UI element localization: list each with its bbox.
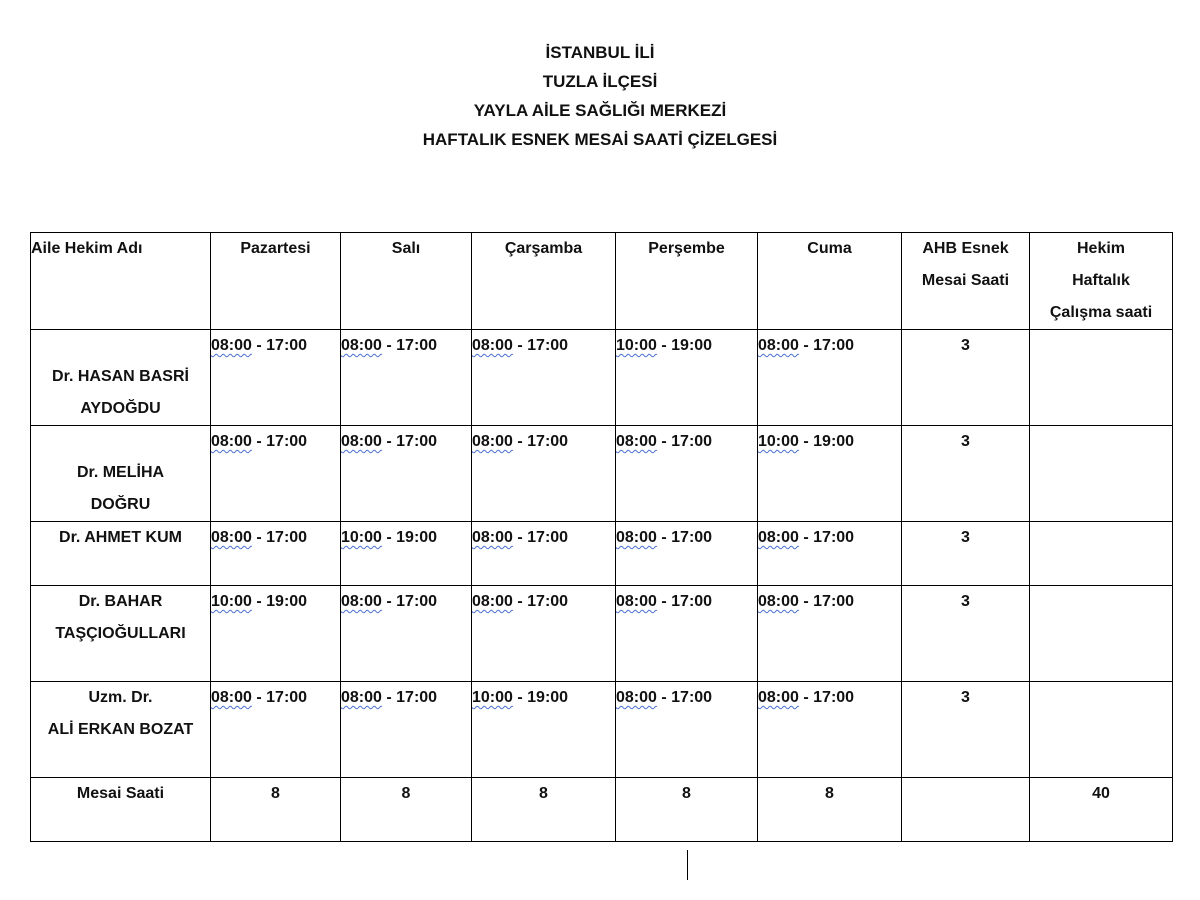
time-cell-tuesday [341,426,472,522]
time-end: - 19:00 [656,337,713,354]
footer-friday-hours: 8 [758,778,902,842]
time-start: 10:00 [341,529,382,546]
header-province: İSTANBUL İLİ [545,43,655,62]
time-end: - 17:00 [798,337,855,354]
time-start: 08:00 [616,529,657,546]
doctor-name-line: Dr. AHMET KUM [59,529,182,546]
doctor-name-line: ALİ ERKAN BOZAT [47,721,194,738]
time-start: 08:00 [758,593,799,610]
time-cell-tuesday [341,586,472,682]
footer-thursday-hours: 8 [616,778,758,842]
ahb-flex-hours: 3 [902,330,1030,426]
weekly-working-hours [1030,330,1173,426]
time-start: 08:00 [758,689,799,706]
ahb-flex-hours: 3 [902,426,1030,522]
schedule-body [31,330,1173,778]
weekly-working-hours [1030,522,1173,586]
weekly-working-hours [1030,426,1173,522]
time-start: 10:00 [472,689,513,706]
time-start: 08:00 [211,337,252,354]
column-header-name: Aile Hekim Adı [31,233,211,330]
vertical-divider-line [687,850,688,880]
time-start: 08:00 [472,433,513,450]
time-cell-wednesday [472,682,616,778]
time-end: - 17:00 [656,689,713,706]
time-start: 10:00 [211,593,252,610]
footer-monday-hours: 8 [211,778,341,842]
time-cell-wednesday [472,522,616,586]
column-header-monday: Pazartesi [211,233,341,330]
weekly-working-hours [1030,682,1173,778]
time-cell-friday [758,682,902,778]
time-end: - 17:00 [656,433,713,450]
ahb-flex-hours: 3 [902,682,1030,778]
header-district: TUZLA İLÇESİ [542,72,658,91]
time-cell-monday [211,426,341,522]
ahb-flex-hours: 3 [902,586,1030,682]
time-start: 08:00 [341,337,382,354]
time-end: - 17:00 [251,529,308,546]
time-end: - 17:00 [381,337,438,354]
time-cell-thursday [616,330,758,426]
time-cell-friday [758,522,902,586]
time-start: 08:00 [341,593,382,610]
time-cell-friday [758,330,902,426]
time-end: - 17:00 [512,593,569,610]
time-start: 08:00 [616,433,657,450]
time-start: 08:00 [211,529,252,546]
time-start: 08:00 [616,689,657,706]
weekly-working-hours [1030,586,1173,682]
time-start: 08:00 [472,337,513,354]
ahb-flex-hours: 3 [902,522,1030,586]
time-cell-tuesday [341,522,472,586]
time-start: 08:00 [472,593,513,610]
time-cell-thursday [616,586,758,682]
column-header-ahb-line1: AHB Esnek [922,240,1009,257]
time-cell-monday [211,522,341,586]
time-end: - 19:00 [512,689,569,706]
doctor-name [31,586,211,682]
footer-ahb [902,778,1030,842]
doctor-name [31,426,211,522]
time-end: - 17:00 [381,433,438,450]
time-start: 08:00 [616,593,657,610]
footer-wednesday-hours: 8 [472,778,616,842]
time-start: 10:00 [616,337,657,354]
column-header-ahb-line2: Mesai Saati [921,272,1010,289]
column-header-total-line1: Hekim [1076,240,1126,257]
column-header-thursday: Perşembe [616,233,758,330]
time-end: - 17:00 [656,593,713,610]
column-header-wednesday: Çarşamba [472,233,616,330]
time-end: - 17:00 [512,529,569,546]
time-start: 08:00 [341,689,382,706]
time-start: 08:00 [211,433,252,450]
time-cell-wednesday [472,426,616,522]
time-start: 08:00 [758,337,799,354]
time-end: - 19:00 [251,593,308,610]
footer-row [31,778,1173,842]
time-start: 08:00 [758,529,799,546]
doctor-name [31,330,211,426]
time-end: - 17:00 [251,689,308,706]
doctor-name-line: Dr. HASAN BASRİ [52,368,189,385]
time-end: - 17:00 [381,593,438,610]
time-end: - 19:00 [798,433,855,450]
doctor-name [31,682,211,778]
time-start: 08:00 [472,529,513,546]
time-cell-thursday [616,426,758,522]
header-schedule-title: HAFTALIK ESNEK MESAİ SAATİ ÇİZELGESİ [422,130,778,149]
table-row [31,586,1173,682]
header-row [31,233,1173,330]
time-end: - 17:00 [798,593,855,610]
time-cell-wednesday [472,330,616,426]
time-end: - 17:00 [798,689,855,706]
time-end: - 17:00 [251,433,308,450]
footer-tuesday-hours: 8 [341,778,472,842]
time-cell-friday [758,426,902,522]
time-cell-monday [211,682,341,778]
time-end: - 17:00 [512,337,569,354]
footer-total-hours: 40 [1030,778,1173,842]
doctor-name-line: AYDOĞDU [80,400,161,417]
footer-label: Mesai Saati [31,778,211,842]
doctor-name-line: Uzm. Dr. [88,689,153,706]
column-header-total-line3: Çalışma saati [1049,304,1153,321]
time-start: 10:00 [758,433,799,450]
table-row [31,522,1173,586]
doctor-name-line: Dr. MELİHA [76,464,165,481]
table-row [31,330,1173,426]
time-end: - 17:00 [798,529,855,546]
time-start: 08:00 [211,689,252,706]
document-header [0,38,1200,154]
time-end: - 17:00 [251,337,308,354]
time-cell-monday [211,586,341,682]
schedule-table [30,232,1173,842]
doctor-name-line: DOĞRU [90,496,151,513]
header-center: YAYLA AİLE SAĞLIĞI MERKEZİ [473,101,727,120]
column-header-total [1030,233,1173,330]
time-end: - 19:00 [381,529,438,546]
doctor-name [31,522,211,586]
time-end: - 17:00 [381,689,438,706]
time-cell-friday [758,586,902,682]
time-start: 08:00 [341,433,382,450]
column-header-friday: Cuma [758,233,902,330]
time-end: - 17:00 [512,433,569,450]
table-row [31,426,1173,522]
time-cell-tuesday [341,330,472,426]
time-cell-thursday [616,682,758,778]
column-header-ahb [902,233,1030,330]
time-cell-tuesday [341,682,472,778]
doctor-name-line: Dr. BAHAR [78,593,163,610]
time-cell-wednesday [472,586,616,682]
time-cell-thursday [616,522,758,586]
doctor-name-line: TAŞÇIOĞULLARI [55,625,186,642]
time-end: - 17:00 [656,529,713,546]
column-header-total-line2: Haftalık [1072,272,1130,289]
table-row [31,682,1173,778]
column-header-tuesday: Salı [341,233,472,330]
time-cell-monday [211,330,341,426]
